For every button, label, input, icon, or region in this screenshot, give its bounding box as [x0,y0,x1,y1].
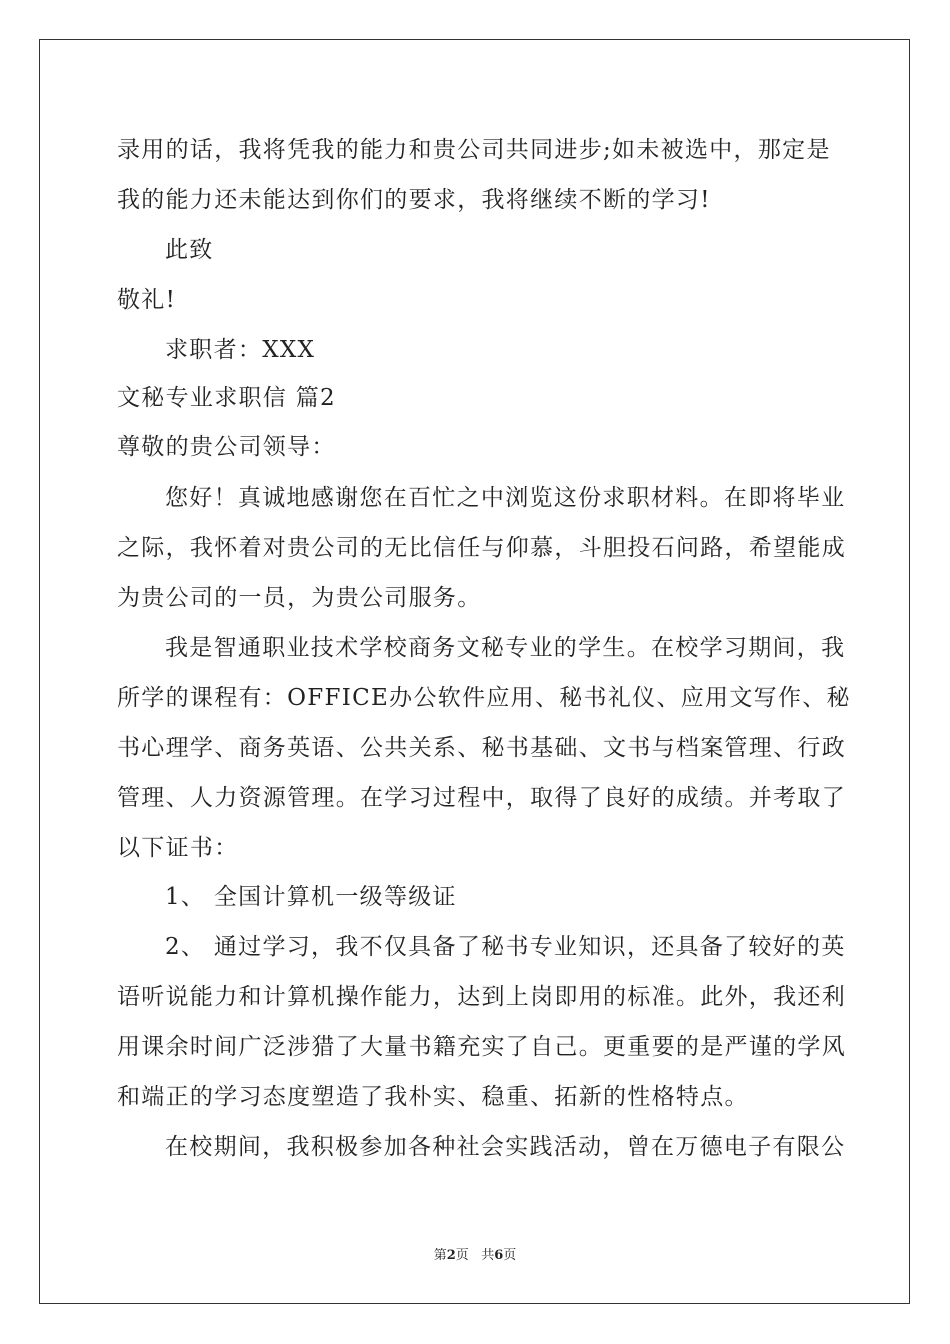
page-footer [0,1248,950,1264]
total-pages: 6 [494,1248,504,1263]
total-suffix: 页 [503,1248,517,1263]
page-number: 2 [446,1248,456,1263]
text-line: 以下证书： [117,835,239,861]
text-line: 在校期间，我积极参加各种社会实践活动，曾在万德电子有限公 [165,1134,846,1160]
text-line: 您好！真诚地感谢您在百忙之中浏览这份求职材料。在即将毕业 [165,485,846,511]
page-suffix: 页 [455,1248,469,1263]
text-line: 书心理学、商务英语、公共关系、秘书基础、文书与档案管理、行政 [117,735,846,761]
text-line: 录用的话，我将凭我的能力和贵公司共同进步;如未被选中，那定是 [117,137,831,163]
list-item: 1、 全国计算机一级等级证 [165,884,457,910]
page-border [39,39,910,1304]
closing-salutation: 此致 [165,237,214,263]
text-line: 语听说能力和计算机操作能力，达到上岗即用的标准。此外，我还利 [117,984,846,1010]
text-line: 和端正的学习态度塑造了我朴实、稳重、拓新的性格特点。 [117,1084,749,1110]
text-line: 之际，我怀着对贵公司的无比信任与仰慕，斗胆投石问路，希望能成 [117,535,846,561]
total-prefix: 共 [481,1248,495,1263]
greeting-line: 尊敬的贵公司领导： [117,434,336,460]
text-line: 管理、人力资源管理。在学习过程中，取得了良好的成绩。并考取了 [117,785,846,811]
page-prefix: 第 [433,1248,447,1263]
text-line: 用课余时间广泛涉猎了大量书籍充实了自己。更重要的是严谨的学风 [117,1034,846,1060]
text-line: 我是智通职业技术学校商务文秘专业的学生。在校学习期间，我 [165,635,846,661]
text-line: 为贵公司的一员，为贵公司服务。 [117,585,482,611]
closing-regards: 敬礼! [117,287,177,313]
section-heading: 文秘专业求职信 篇2 [117,385,336,411]
text-line: 所学的课程有：OFFICE办公软件应用、秘书礼仪、应用文写作、秘 [117,685,851,711]
text-line: 我的能力还未能达到你们的要求，我将继续不断的学习! [117,187,711,213]
list-item: 2、 通过学习，我不仅具备了秘书专业知识，还具备了较好的英 [165,934,846,960]
signature-line: 求职者：XXX [165,337,316,363]
